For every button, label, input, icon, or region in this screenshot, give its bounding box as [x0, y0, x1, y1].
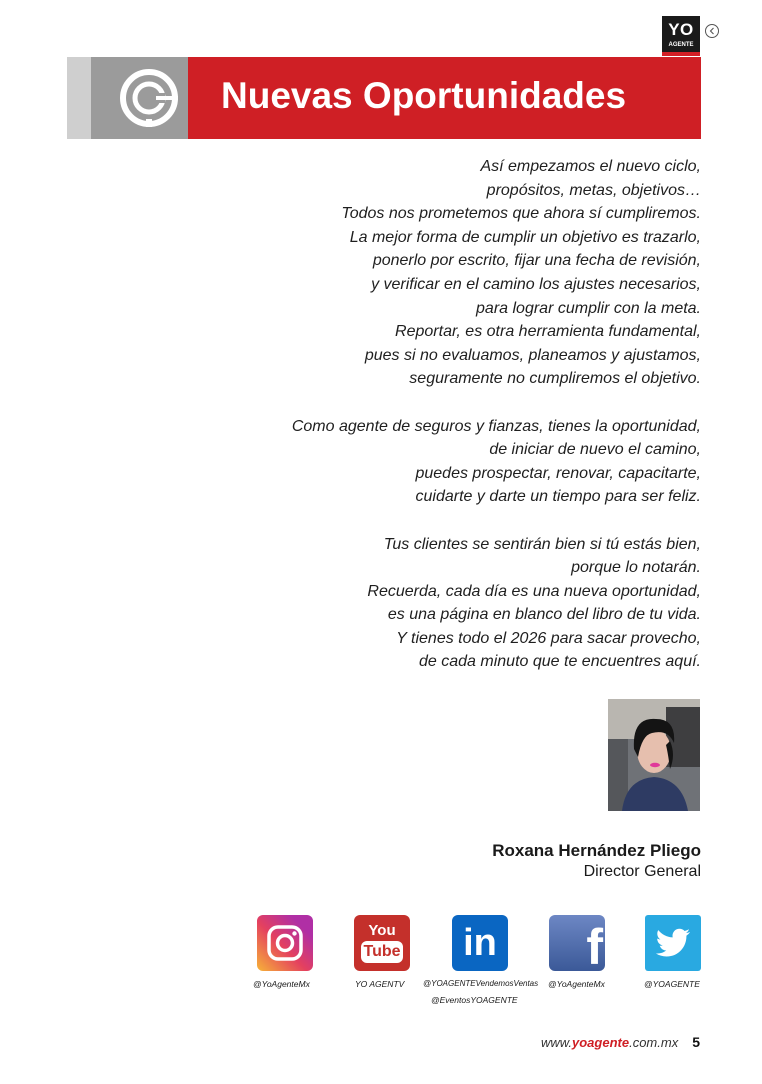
poem-line: La mejor forma de cumplir un objetivo es trazarlo, [349, 228, 701, 246]
poem-line: Tus clientes se sentirán bien si tú estás bien, [383, 535, 701, 553]
poem-line: es una página en blanco del libro de tu vida. [387, 606, 701, 624]
twitter-handle[interactable]: @YOAGENTE [644, 979, 700, 989]
linkedin-handle[interactable]: @YOAGENTEVendemosVentas [423, 979, 539, 988]
poem-line: de cada minuto que te encuentres aquí. [419, 653, 701, 671]
poem-line: cuidarte y darte un tiempo para ser feliz. [415, 488, 701, 506]
logo-agente-text: AGENTE [668, 42, 694, 48]
page-footer [541, 1034, 700, 1051]
facebook-handle[interactable]: @YoAgenteMx [548, 979, 605, 989]
footer-brand[interactable]: yoagente [572, 1035, 630, 1050]
youtube-you-text: You [368, 922, 396, 939]
linkedin-events-handle[interactable]: @EventosYOAGENTE [431, 995, 518, 1005]
poem-line: Y tienes todo el 2026 para sacar provecho, [396, 629, 701, 647]
yo-agente-logo [662, 16, 700, 56]
stanza-3 [181, 533, 701, 675]
youtube-tube-text: Tube [363, 943, 401, 960]
column-emblem-icon [120, 69, 178, 127]
page-number: 5 [692, 1034, 700, 1050]
poem-line: Reportar, es otra herramienta fundamental, [395, 323, 701, 341]
instagram-handle[interactable]: @YoAgenteMx [253, 979, 310, 989]
poem-line: Como agente de seguros y fianzas, tienes la oportunidad, [291, 417, 701, 435]
poem-line: y verificar en el camino los ajustes necesarios, [371, 275, 701, 293]
linkedin-logo-text: in [463, 922, 497, 964]
logo-red-bar [662, 52, 700, 56]
banner-light-gray-block [67, 57, 91, 139]
chevron-left-icon [708, 27, 716, 35]
poem-line: Todos nos prometemos que ahora sí cumpliremos. [341, 205, 701, 223]
footer-www[interactable]: www. [540, 1035, 572, 1050]
footer-domain[interactable]: .com.mx [629, 1035, 679, 1050]
twitter-icon[interactable] [645, 915, 701, 971]
poem-line: propósitos, metas, objetivos… [486, 181, 701, 199]
poem-line: pues si no evaluamos, planeamos y ajustamos, [364, 346, 701, 364]
author-name: Roxana Hernández Pliego [492, 841, 701, 860]
youtube-icon[interactable] [354, 915, 410, 971]
linkedin-icon[interactable] [452, 915, 508, 971]
editorial-text [181, 155, 701, 698]
back-button[interactable] [705, 24, 719, 38]
author-title: Director General [583, 863, 701, 880]
poem-line: ponerlo por escrito, fijar una fecha de revisión, [372, 252, 701, 270]
facebook-icon[interactable] [549, 915, 605, 975]
instagram-icon[interactable] [257, 915, 313, 971]
stanza-1 [181, 155, 701, 391]
section-banner [67, 57, 701, 139]
poem-line: para lograr cumplir con la meta. [476, 299, 701, 317]
poem-line: de iniciar de nuevo el camino, [489, 441, 701, 459]
page-title: Nuevas Oportunidades [221, 75, 627, 116]
poem-line: Recuerda, cada día es una nueva oportunidad, [367, 582, 701, 600]
logo-yo-text: YO [668, 20, 694, 39]
poem-line: puedes prospectar, renovar, capacitarte, [415, 464, 701, 482]
poem-line: porque lo notarán. [571, 559, 701, 577]
facebook-logo-text: f [586, 919, 603, 975]
author-photo [608, 699, 700, 811]
stanza-2 [181, 415, 701, 509]
poem-line: Así empezamos el nuevo ciclo, [480, 158, 701, 175]
youtube-handle[interactable]: YO AGENTV [355, 979, 405, 989]
poem-line: seguramente no cumpliremos el objetivo. [409, 370, 701, 388]
